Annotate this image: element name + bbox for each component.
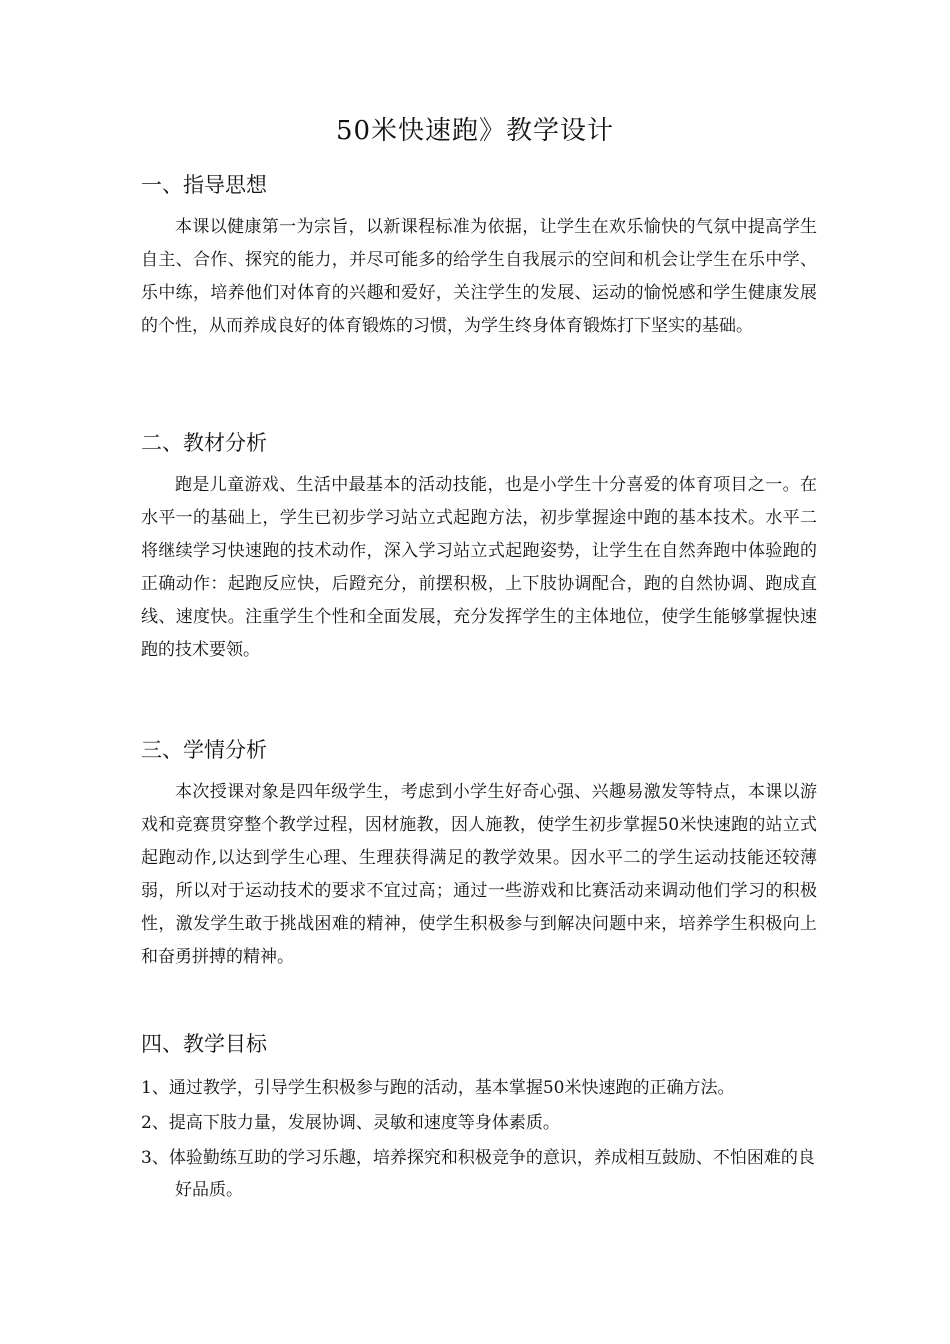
section-body-student-analysis: 本次授课对象是四年级学生，考虑到小学生好奇心强、兴趣易激发等特点，本课以游戏和竞赛贯穿整个教学过程，因材施教，因人施教，使学生初步掌握50米快速跑的站立式起跑动作,以达到学生心理、生理获得满足的教学效果。因水平二的学生运动技能还较薄弱，所以对于运动技术的要求不宜过高；通过一些游戏和比赛活动来调动他们学习的积极性，激发学生敢于挑战困难的精神，使学生积极参与到解决问题中来，培养学生积极向上和奋勇拼搏的精神。: [141, 782, 817, 967]
section-body-guiding-ideology: 本课以健康第一为宗旨，以新课程标准为依据，让学生在欢乐愉快的气氛中提高学生自主、合作、探究的能力，并尽可能多的给学生自我展示的空间和机会让学生在乐中学、乐中练，培养他们对体育的兴趣和爱好，关注学生的发展、运动的愉悦感和学生健康发展的个性，从而养成良好的体育锻炼的习惯，为学生终身体育锻炼打下坚实的基础。: [141, 217, 817, 336]
objectives-list: [141, 1072, 817, 1209]
section-body-material-analysis: 跑是儿童游戏、生活中最基本的活动技能，也是小学生十分喜爱的体育项目之一。在水平一的基础上，学生已初步学习站立式起跑方法，初步掌握途中跑的基本技术。水平二将继续学习快速跑的技术动作，深入学习站立式起跑姿势，让学生在自然奔跑中体验跑的正确动作：起跑反应快，后蹬充分，前摆积极，上下肢协调配合，跑的自然协调、跑成直线、速度快。注重学生个性和全面发展，充分发挥学生的主体地位，使学生能够掌握快速跑的技术要领。: [141, 475, 817, 660]
section-heading-teaching-objectives: 四、教学目标: [141, 1032, 267, 1056]
section-heading-material-analysis: 二、教材分析: [141, 431, 267, 455]
objective-item: 3、体验勤练互助的学习乐趣，培养探究和积极竞争的意识，养成相互鼓励、不怕困难的良好品质。: [141, 1148, 815, 1200]
objective-item: 2、提高下肢力量，发展协调、灵敏和速度等身体素质。: [141, 1113, 560, 1133]
objective-item: 1、通过教学，引导学生积极参与跑的活动，基本掌握50米快速跑的正确方法。: [141, 1078, 735, 1098]
section-heading-student-analysis: 三、学情分析: [141, 738, 267, 762]
document-title: 50米快速跑》教学设计: [335, 116, 615, 146]
section-heading-guiding-ideology: 一、指导思想: [141, 173, 267, 197]
